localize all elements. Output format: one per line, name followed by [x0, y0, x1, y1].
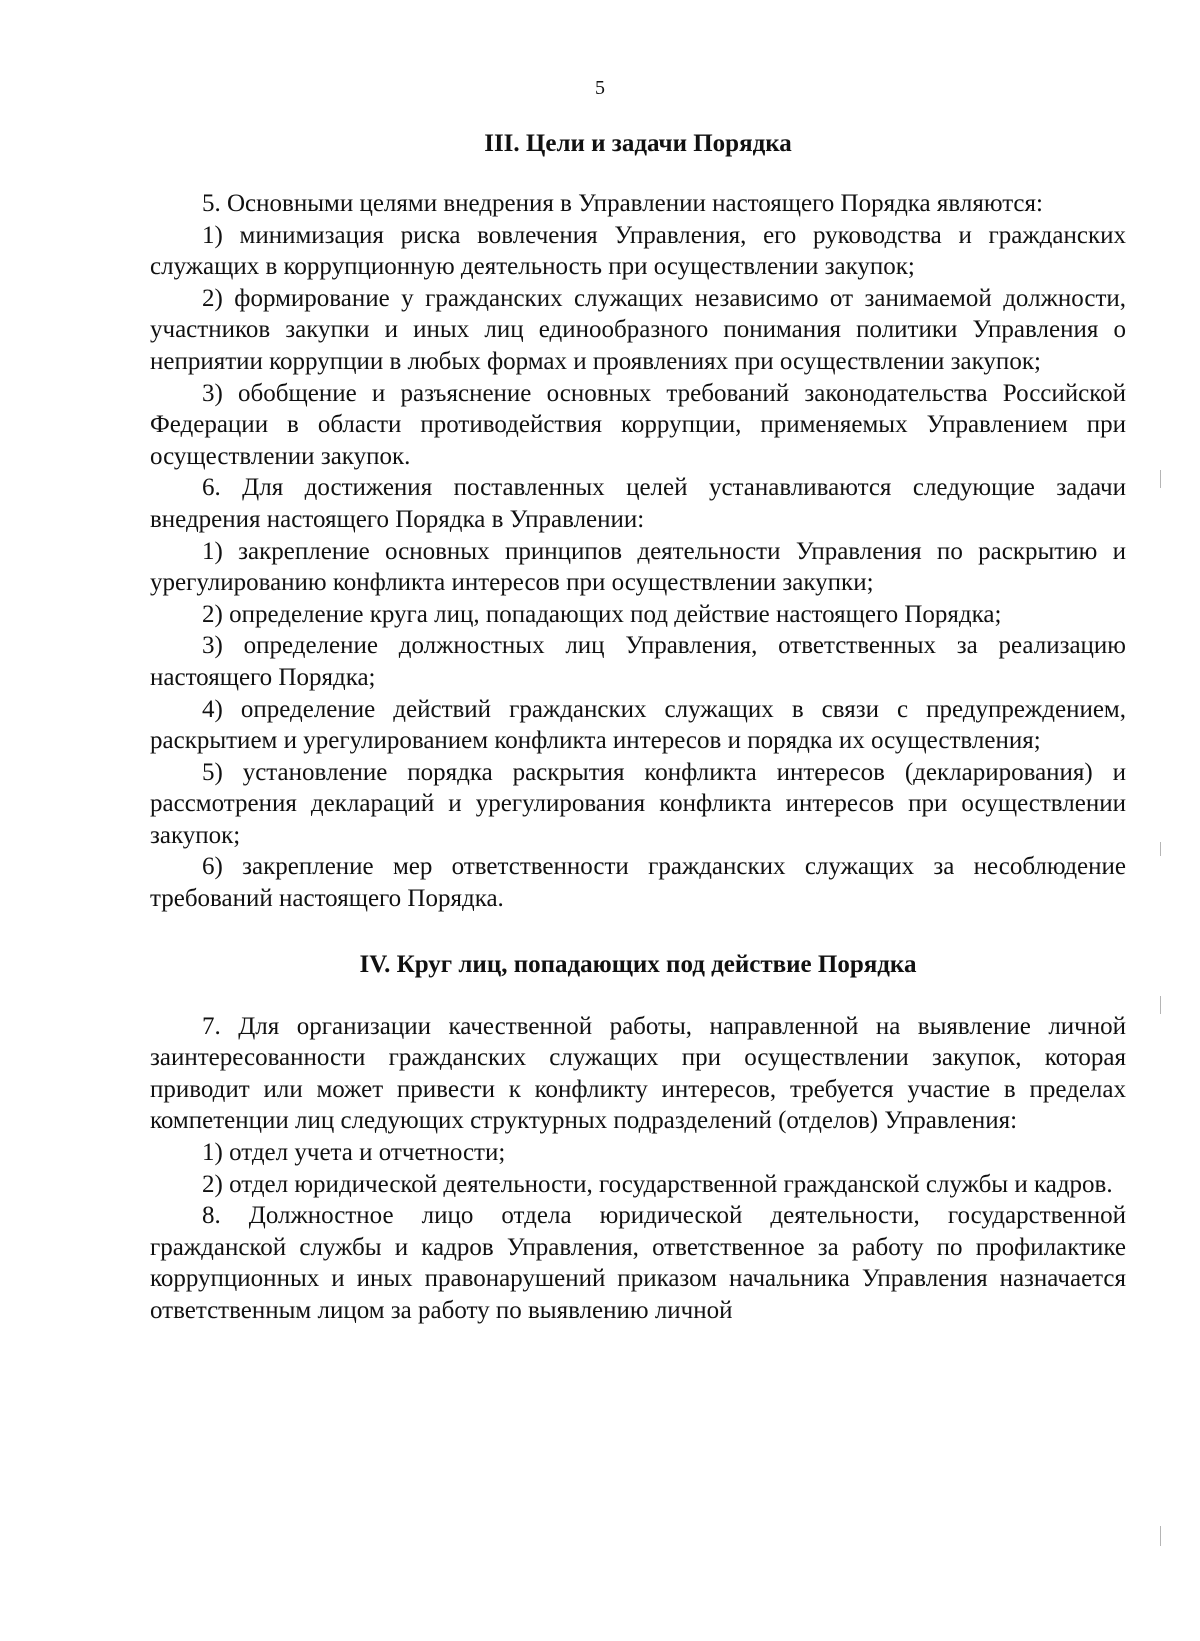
- scan-margin-mark: [1160, 996, 1161, 1014]
- list-item-5-1: 1) минимизация риска вовлечения Управления, его руководства и гражданских служащих в коррупционную деятельность при осуществлении закупок;: [150, 221, 1126, 281]
- list-item-6-4: 4) определение действий гражданских служащих в связи с предупреждением, раскрытием и урегулированием конфликта интересов и порядка их осуществления;: [150, 695, 1126, 755]
- section-heading-iii: III. Цели и задачи Порядка: [484, 130, 792, 157]
- list-item-6-3: 3) определение должностных лиц Управления, ответственных за реализацию настоящего Порядка;: [150, 632, 1126, 691]
- list-item-7-1: 1) отдел учета и отчетности;: [202, 1139, 506, 1167]
- section-iv-body: [150, 1011, 1126, 1327]
- paragraph-7: 7. Для организации качественной работы, направленной на выявление личной заинтересованности гражданских служащих при осуществлении закупок, которая приводит или может привести к конфликту интересов, требуется участие в пределах компетенции лиц следующих структурных подразделений (отделов) Управления:: [150, 1012, 1126, 1135]
- list-item-6-1: 1) закрепление основных принципов деятельности Управления по раскрытию и урегулированию конфликта интересов при осуществлении закупки;: [150, 537, 1126, 597]
- section-iii-body: [150, 188, 1126, 915]
- paragraph-6: 6. Для достижения поставленных целей устанавливаются следующие задачи внедрения настоящего Порядка в Управлении:: [150, 474, 1126, 533]
- scan-margin-mark: [1160, 470, 1161, 488]
- list-item-5-3: 3) обобщение и разъяснение основных требований законодательства Российской Федерации в области противодействия коррупции, применяемых Управлением при осуществлении закупок.: [150, 379, 1126, 470]
- page-body: [150, 128, 1126, 1327]
- list-item-6-5: 5) установление порядка раскрытия конфликта интересов (декларирования) и рассмотрения деклараций и урегулирования конфликта интересов при осуществлении закупок;: [150, 758, 1126, 849]
- scan-margin-mark: [1160, 1526, 1161, 1546]
- section-heading-iv: IV. Круг лиц, попадающих под действие Порядка: [359, 950, 917, 978]
- list-item-6-6: 6) закрепление мер ответственности гражданских служащих за несоблюдение требований настоящего Порядка.: [150, 853, 1126, 913]
- page-number: 5: [595, 77, 605, 99]
- list-item-7-2: 2) отдел юридической деятельности, государственной гражданской службы и кадров.: [202, 1170, 1113, 1198]
- paragraph-8: 8. Должностное лицо отдела юридической деятельности, государственной гражданской службы и кадров Управления, ответственное за работу по профилактике коррупционных и иных правонарушений приказом начальника Управления назначается ответственным лицом за работу по выявлению личной: [150, 1202, 1126, 1324]
- list-item-6-2: 2) определение круга лиц, попадающих под действие настоящего Порядка;: [202, 600, 1002, 628]
- scan-margin-mark: [1160, 842, 1161, 856]
- list-item-5-2: 2) формирование у гражданских служащих независимо от занимаемой должности, участников закупки и иных лиц единообразного понимания политики Управления о неприятии коррупции в любых формах и проявлениях при осуществлении закупок;: [150, 284, 1126, 375]
- paragraph-5: 5. Основными целями внедрения в Управлении настоящего Порядка являются:: [202, 190, 1043, 217]
